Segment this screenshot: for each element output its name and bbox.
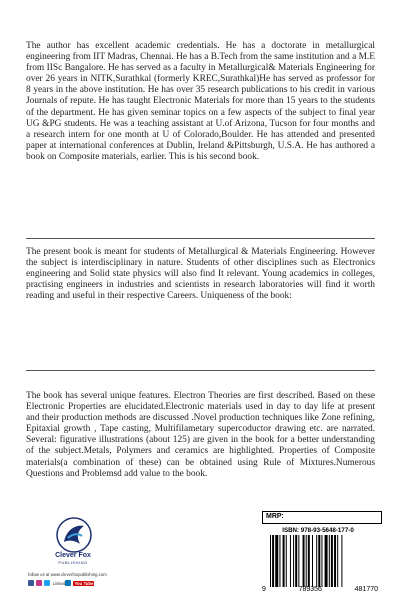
barcode-bar — [337, 535, 338, 587]
barcode-bar — [303, 535, 305, 587]
book-features-paragraph: The book has several unique features. Electron Theories are first described. Based on these Electronic Properties are elucidated.Electronic materials used in day to day life at present and their production methods are discussed .Novel production techniques like Zone refining, Epitaxial growth , Tape casting, Multifilametary supercoductor drawing etc. are narrated. Several: figurative illustrations (about 125) are given in the book for a better understanding of the subject.Metals, Polymers and ceramics are highlighted. Properties of Composite materials(a combination of these) can be obtained using Rule of Mixtures.Numerous Questions and Problemsd add value to the book. — [26, 391, 375, 479]
barcode-bar — [334, 535, 336, 587]
publisher-name: Clever Fox — [55, 552, 91, 559]
barcode-bar — [329, 535, 330, 587]
barcode-bar — [279, 535, 280, 587]
barcode-bar — [272, 535, 274, 587]
publisher-website: follow us at www.cleverfoxpublishing.com — [28, 572, 107, 577]
barcode-bar — [286, 535, 287, 587]
linkedin-icon[interactable] — [53, 580, 73, 586]
youtube-icon[interactable]: You Tube — [74, 580, 94, 586]
barcode-bar — [312, 535, 313, 587]
barcode-bar — [321, 535, 322, 587]
barcode-digit-group: 789356 — [298, 586, 322, 593]
barcode-bar — [298, 535, 299, 587]
book-audience-paragraph: The present book is meant for students of Metallurgical & Materials Engineering. However the subject is interdisciplinary in nature. Students of other disciplines such as Electronics engineering and Solid state physics will also find It relevant. Young academics in colleges, practising engineers in industries and scientists in research laboratories will find it worth reading and useful in their respective Careers. Uniqueness of the book: — [26, 247, 375, 302]
barcode-bar — [293, 535, 294, 587]
linkedin-label: Linked — [52, 580, 66, 586]
barcode-bar — [318, 535, 320, 587]
barcode-bar — [306, 535, 307, 587]
barcode-bar — [308, 535, 310, 587]
barcode-bar — [341, 535, 342, 587]
social-links — [28, 580, 148, 588]
isbn-barcode — [268, 535, 372, 587]
barcode-bar — [283, 535, 285, 587]
linkedin-badge — [65, 580, 71, 586]
barcode-bar — [270, 535, 271, 587]
barcode-digits — [262, 586, 378, 593]
barcode-bar — [331, 535, 333, 587]
barcode-bar — [325, 535, 328, 587]
isbn-number: ISBN: 978-93-5648-177-0 — [282, 527, 354, 534]
fox-logo-icon — [54, 516, 94, 554]
barcode-bar — [290, 535, 291, 587]
barcode-bar — [295, 535, 297, 587]
facebook-icon[interactable] — [28, 580, 34, 586]
twitter-icon[interactable] — [44, 580, 50, 586]
publisher-tagline: PUBLISHING — [58, 560, 88, 565]
instagram-icon[interactable] — [36, 580, 42, 586]
section-divider — [26, 370, 375, 371]
publisher-logo — [28, 516, 118, 594]
barcode-digit-group: 9 — [262, 586, 266, 593]
section-divider — [26, 238, 375, 239]
mrp-box: MRP: — [262, 511, 382, 524]
barcode-bar — [275, 535, 278, 587]
barcode-bar — [316, 535, 317, 587]
author-bio-paragraph: The author has excellent academic credentials. He has a doctorate in metallurgical engineering from IIT Madras, Chennai. He has a B.Tech from the same institution and a M.E from IISc Bangalore. He has served as a faculty in Metallurgical& Materials Engineering for over 26 years in NITK,Surathkal (formerly KREC,Surathkal)He has served as professor for 8 years in the above institution. He has over 35 research publications to his credit in various Journals of repute. He has taught Electronic Materials for more than 15 years to the students of the department. He has given seminar topics on a few aspects of the subject to final year UG &PG students. He was a teaching assistant at U.of Arizona, Tucson for four months and a research intern for one month at U of Colorado,Boulder. He has attended and presented paper at international conferences at Dublin, Ireland &Pittsburgh, U.S.A. He has authored a book on Composite materials, earlier. This is his second book. — [26, 41, 375, 162]
barcode-digit-group: 481770 — [354, 586, 378, 593]
